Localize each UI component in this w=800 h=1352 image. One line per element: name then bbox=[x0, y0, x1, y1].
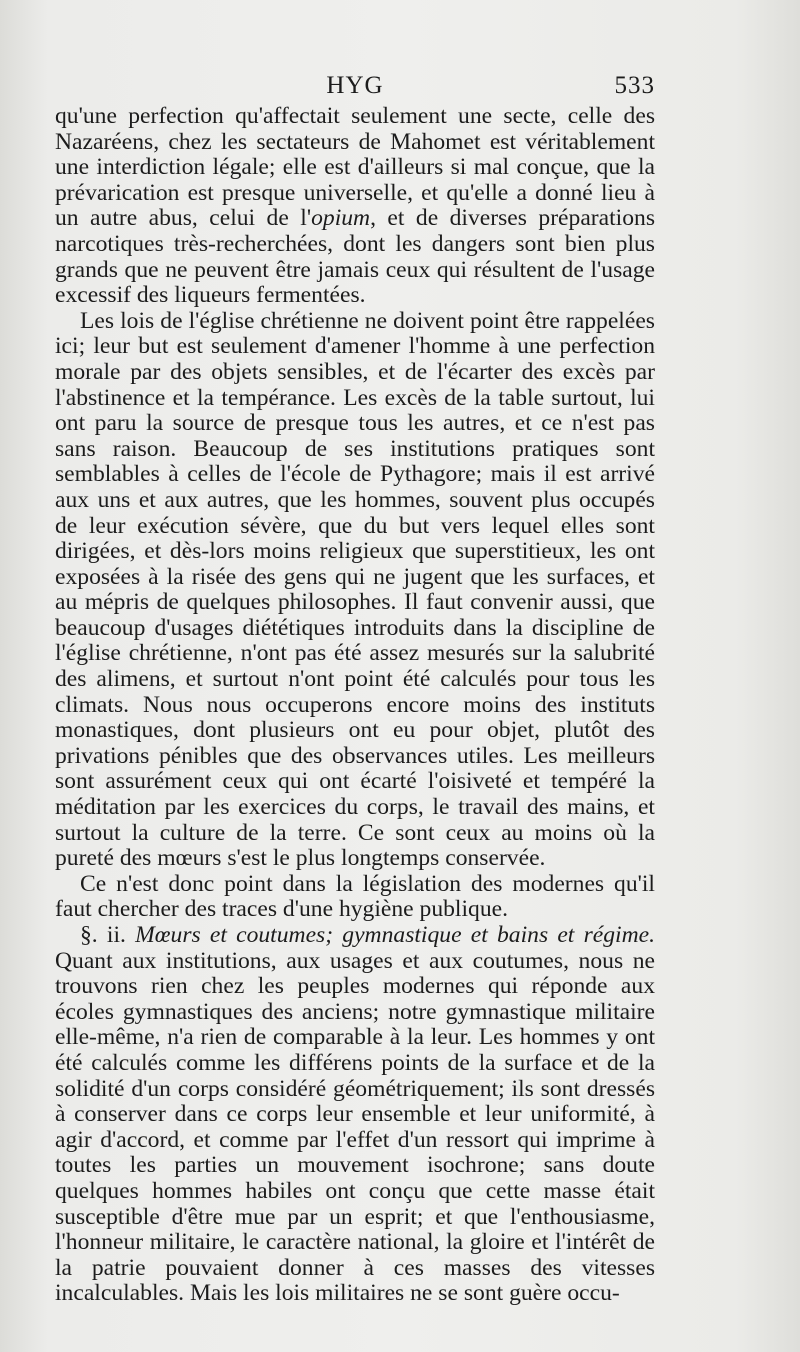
paragraph: Les lois de l'église chrétienne ne doivent point être rappelées ici; leur but est seulement d'amener l'homme à une perfection morale par des objets sensibles, et de l'écarter des excès par l'abstinence et la tempérance. Les excès de la table surtout, lui ont paru la source de presque tous les autres, et ce n'est pas sans raison. Beaucoup de ses institutions pratiques sont semblables à celles de l'école de Pythagore; mais il est arrivé aux uns et aux autres, que les hommes, souvent plus occupés de leur exécution sévère, que du but vers lequel elles sont dirigées, et dès-lors moins religieux que superstitieux, les ont exposées à la risée des gens qui ne jugent que les surfaces, et au mépris de quelques philosophes. Il faut convenir aussi, que beaucoup d'usages diététiques introduits dans la discipline de l'église chrétienne, n'ont pas été assez mesurés sur la salubrité des alimens, et surtout n'ont point été calculés pour tous les climats. Nous nous occuperons encore moins des instituts monastiques, dont plusieurs ont eu pour objet, plutôt des privations pénibles que des observances utiles. Les meilleurs sont assurément ceux qui ont écarté l'oisiveté et tempéré la méditation par les exercices du corps, le travail des mains, et surtout la culture de la terre. Ce sont ceux au moins où la pureté des mœurs s'est le plus longtemps conservée. bbox=[55, 307, 655, 872]
page-header bbox=[55, 72, 655, 102]
paragraph: Ce n'est donc point dans la législation des modernes qu'il faut chercher des traces d'une hygiène publique. bbox=[55, 870, 655, 923]
section-number: §. ii. bbox=[80, 922, 136, 948]
page-number: 533 bbox=[614, 72, 655, 99]
section-title: Mœurs et coutumes; gymnastique et bains et régime. bbox=[135, 922, 655, 948]
paragraph-section-ii: §. ii. Mœurs et coutumes; gymnastique et bains et régime. Quant aux institutions, aux usages et aux coutumes, nous ne trouvons rien chez les peuples modernes qui réponde aux écoles gymnastiques des anciens; notre gymnastique militaire elle-même, n'a rien de comparable à la leur. Les hommes y ont été calculés comme les différens points de la surface et de la solidité d'un corps considéré géométriquement; ils sont dressés à conserver dans ce corps leur ensemble et leur uniformité, à agir d'accord, et comme par l'effet d'un ressort qui imprime à toutes les parties un mouvement isochrone; sans doute quelques hommes habiles ont conçu que cette masse était susceptible d'être mue par un esprit; et que l'enthousiasme, l'honneur militaire, le caractère national, la gloire et l'intérêt de la patrie pouvaient donner à ces masses des vitesses incalculables. Mais les lois militaires ne se sont guère occu- bbox=[55, 922, 655, 1307]
running-head: HYG bbox=[326, 72, 384, 99]
body-text bbox=[55, 104, 655, 1307]
paragraph: qu'une perfection qu'affectait seulement une secte, celle des Nazaréens, chez les sectateurs de Mahomet est véritablement une interdiction légale; elle est d'ailleurs si mal conçue, que la prévarication est presque universelle, et qu'elle a donné lieu à un autre abus, celui de l'opium, et de diverses préparations narcotiques très-recherchées, dont les dangers sont bien plus grands que ne peuvent être jamais ceux qui résultent de l'usage excessif des liqueurs fermentées. bbox=[55, 103, 656, 309]
